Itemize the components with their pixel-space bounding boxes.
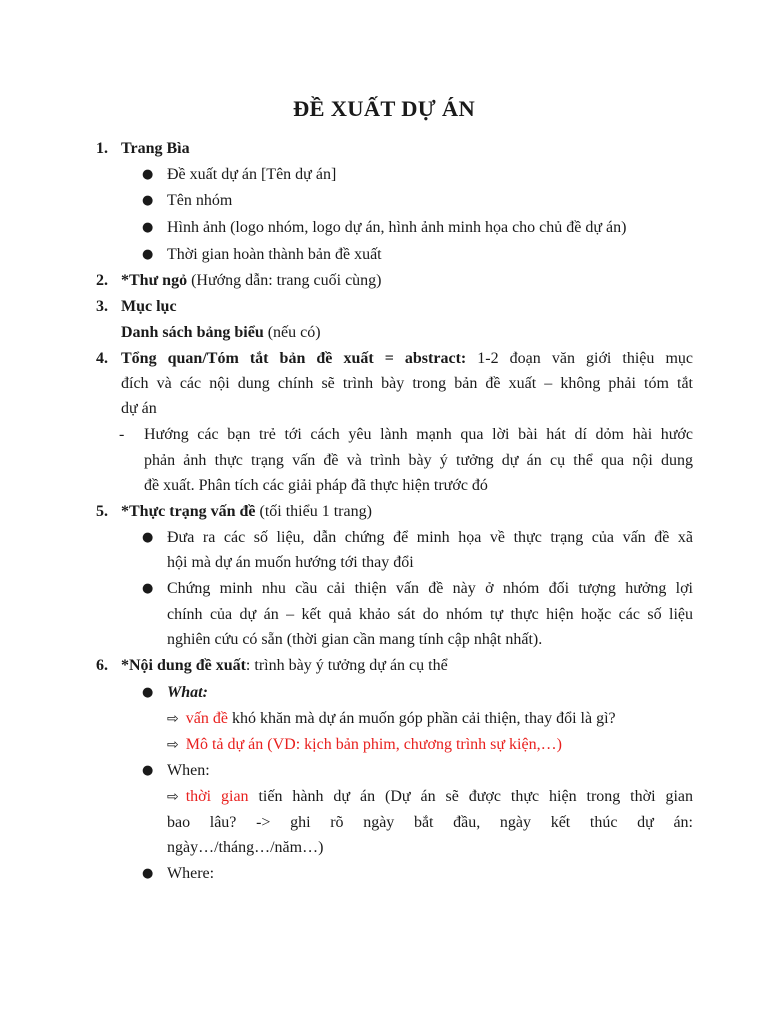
section-note: (Hướng dẫn: trang cuối cùng) [187,272,382,289]
arrow-item-text: khó khăn mà dự án muốn góp phần cải thiện, thay đổi là gì? [227,710,616,727]
arrow-right-icon: ⇨ [167,789,179,805]
list-item-text: Tên nhóm [167,192,233,209]
bullet-icon: ● [142,581,154,596]
dash-marker: - [119,426,125,443]
section-number: 2. [96,272,108,289]
list-item-text: Hình ảnh (logo nhóm, logo dự án, hình ảnh minh họa cho chủ đề dự án) [167,219,627,236]
section-title: Mục lục [121,298,177,315]
section-note: (tối thiểu 1 trang) [255,503,372,520]
section-title: *Nội dung đề xuất [121,657,246,674]
section-number: 4. [96,350,108,367]
paragraph-text: dự án [121,400,157,417]
list-item-text: Thời gian hoàn thành bản đề xuất [167,246,382,263]
section-note: : trình bày ý tưởng dự án cụ thể [245,657,448,674]
bullet-icon: ● [142,866,154,881]
arrow-right-icon: ⇨ [167,711,179,727]
dash-item-text: Hướng các bạn trẻ tới cách yêu lành mạnh qua lời bài hát dí dỏm hài hước [144,426,693,443]
bullet-icon: ● [142,193,154,208]
subsection-title: Danh sách bảng biểu [121,324,264,341]
section-title: *Thư ngỏ [121,272,188,289]
highlight-text: Mô tả dự án (VD: kịch bản phim, chương trình sự kiện,…) [185,736,562,753]
where-label: Where: [167,865,215,882]
section-text: 1-2 đoạn văn giới thiệu mục [466,350,694,367]
list-item-text: chính của dự án – kết quả khảo sát do nhóm tự thực hiện hoặc các số liệu [167,606,693,623]
list-item-text: hội mà dự án muốn hướng tới thay đổi [167,554,414,571]
bullet-icon: ● [142,247,154,262]
highlight-text: thời gian [185,788,249,805]
section-number: 6. [96,657,108,674]
list-item-text: nghiên cứu có sẵn (thời gian cần mang tính cập nhật nhất). [167,631,543,648]
page-title: ĐỀ XUẤT DỰ ÁN [292,96,476,121]
section-number: 1. [96,140,108,157]
section-number: 5. [96,503,108,520]
list-item-text: Đề xuất dự án [Tên dự án] [167,166,337,183]
bullet-icon: ● [142,167,154,182]
arrow-item-text: ngày…/tháng…/năm…) [167,839,324,856]
subsection-note: (nếu có) [263,324,321,341]
arrow-item-text: bao lâu? -> ghi rõ ngày bắt đầu, ngày kết thúc dự án: [167,814,693,831]
arrow-right-icon: ⇨ [167,737,179,753]
bullet-icon: ● [142,220,154,235]
what-label: What: [167,684,208,701]
bullet-icon: ● [142,530,154,545]
arrow-item-text: tiến hành dự án (Dự án sẽ được thực hiện trong thời gian [248,788,693,805]
dash-item-text: phản ảnh thực trạng vấn đề và trình bày ý tưởng dự án cụ thể qua nội dung [144,452,693,469]
section-title: *Thực trạng vấn đề [121,503,256,520]
section-title: Trang Bìa [121,140,190,157]
bullet-icon: ● [142,685,154,700]
list-item-text: Chứng minh nhu cầu cải thiện vấn đề này ở nhóm đối tượng hưởng lợi [167,580,693,597]
bullet-icon: ● [142,763,154,778]
list-item-text: Đưa ra các số liệu, dẫn chứng để minh họa về thực trạng của vấn đề xã [167,529,693,546]
section-number: 3. [96,298,108,315]
dash-item-text: đề xuất. Phân tích các giải pháp đã thực hiện trước đó [144,477,488,494]
section-title: Tổng quan/Tóm tắt bản đề xuất = abstract: [121,350,467,367]
when-label: When: [167,762,210,779]
paragraph-text: đích và các nội dung chính sẽ trình bày trong bản đề xuất – không phải tóm tắt [121,375,693,392]
highlight-text: vấn đề [185,710,228,727]
